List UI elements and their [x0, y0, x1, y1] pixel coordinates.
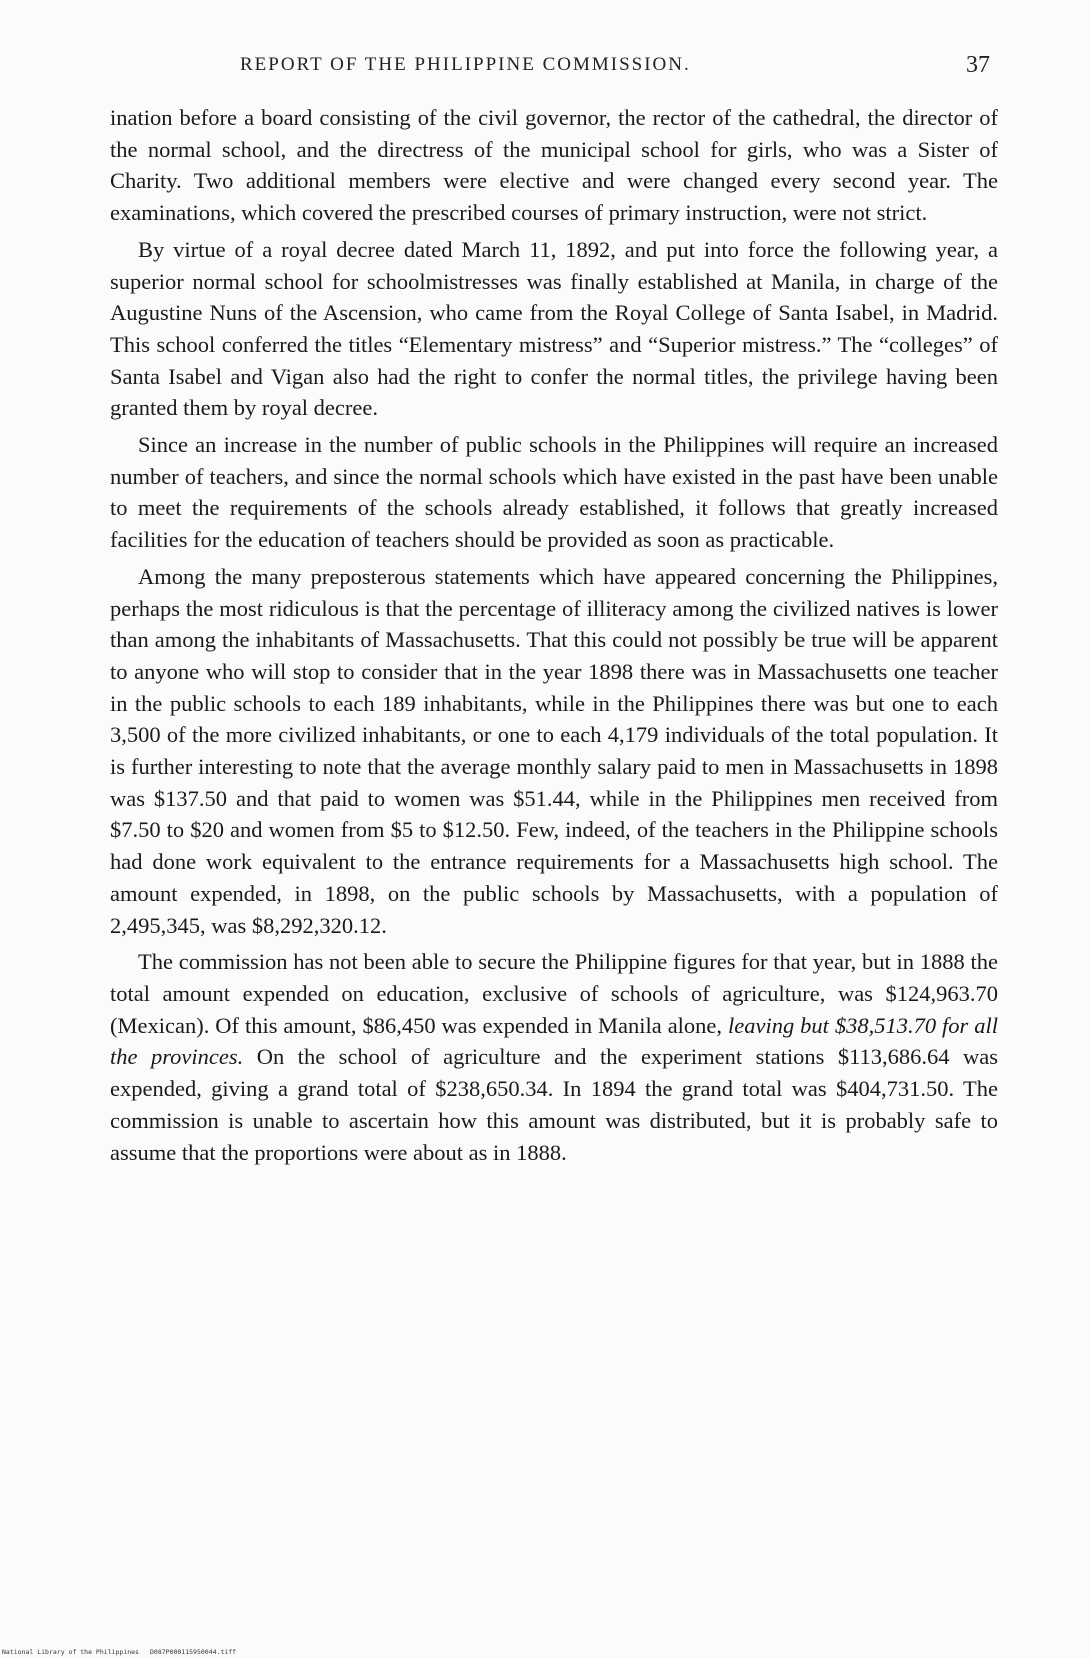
body-text [110, 102, 998, 1173]
scan-footer [0, 1644, 1091, 1656]
expenditure-text-end: On the school of agriculture and the experiment stations $113,686.64 was expended, giving a grand total of $238,650.34. In 1894 the grand total was $404,731.50. The commission is unable to ascertain how this amount was distributed, but it is probably safe to assume that the proportions were about as in 1888. [110, 1044, 998, 1165]
footer-file-name: D087P000115950044.tiff [150, 1648, 237, 1656]
footer-library-name: National Library of the Philippines [2, 1648, 139, 1656]
expenditure-text-start: The commission has not been able to secure the Philippine figures for that year, but in 1888 the total amount expended on education, exclusive of schools of agriculture, was $124,963.70 (Mexican). Of this amount, $86,450 was expended in Manila alone, [110, 949, 998, 1038]
paragraph-illiteracy-comparison: Among the many preposterous statements which have appeared concerning the Philippines, perhaps the most ridiculous is that the percentage of illiteracy among the civilized natives is lower than among the inhabitants of Massachusetts. That this could not possibly be true will be apparent to anyone who will stop to consider that in the year 1898 there was in Massachusetts one teacher in the public schools to each 189 inhabitants, while in the Philippines there was but one to each 3,500 of the more civilized inhabitants, or one to each 4,179 individuals of the total population. It is further interesting to note that the average monthly salary paid to men in Massachusetts in 1898 was $137.50 and that paid to women was $51.44, while in the Philippines men received from $7.50 to $20 and women from $5 to $12.50. Few, indeed, of the teachers in the Philippine schools had done work equivalent to the entrance requirements for a Massachusetts high school. The amount expended, in 1898, on the public schools by Massachusetts, with a population of 2,495,345, was $8,292,320.12. [110, 563, 998, 938]
italic-provinces-figure: leaving but $38,513.70 for all the provinces. [110, 1012, 998, 1070]
paragraph-continuation: ination before a board consisting of the civil governor, the rector of the cathedral, the director of the normal school, and the directress of the municipal school for girls, who was a Sister of Charity. Two additional members were elective and were changed every second year. The examinations, which covered the prescribed courses of primary instruction, were not strict. [110, 105, 998, 226]
page-header [110, 52, 1000, 82]
page-number: 37 [966, 52, 990, 78]
paragraph-normal-school-decree: By virtue of a royal decree dated March 11, 1892, and put into force the following year, a superior normal school for schoolmistresses was finally established at Manila, in charge of the Augustine Nuns of the Ascension, who came from the Royal College of Santa Isabel, in Madrid. This school conferred the titles “Elementary mistress” and “Superior mistress.” The “colleges” of Santa Isabel and Vigan also had the right to confer the normal titles, the privilege having been granted them by royal decree. [110, 236, 998, 421]
paragraph-teacher-education: Since an increase in the number of public schools in the Philippines will require an increased number of teachers, and since the normal schools which have existed in the past have been unable to meet the requirements of the schools already established, it follows that greatly increased facilities for the education of teachers should be provided as soon as practicable. [110, 432, 998, 553]
paragraph-education-expenditure [110, 946, 998, 1168]
running-head: REPORT OF THE PHILIPPINE COMMISSION. [240, 54, 691, 75]
